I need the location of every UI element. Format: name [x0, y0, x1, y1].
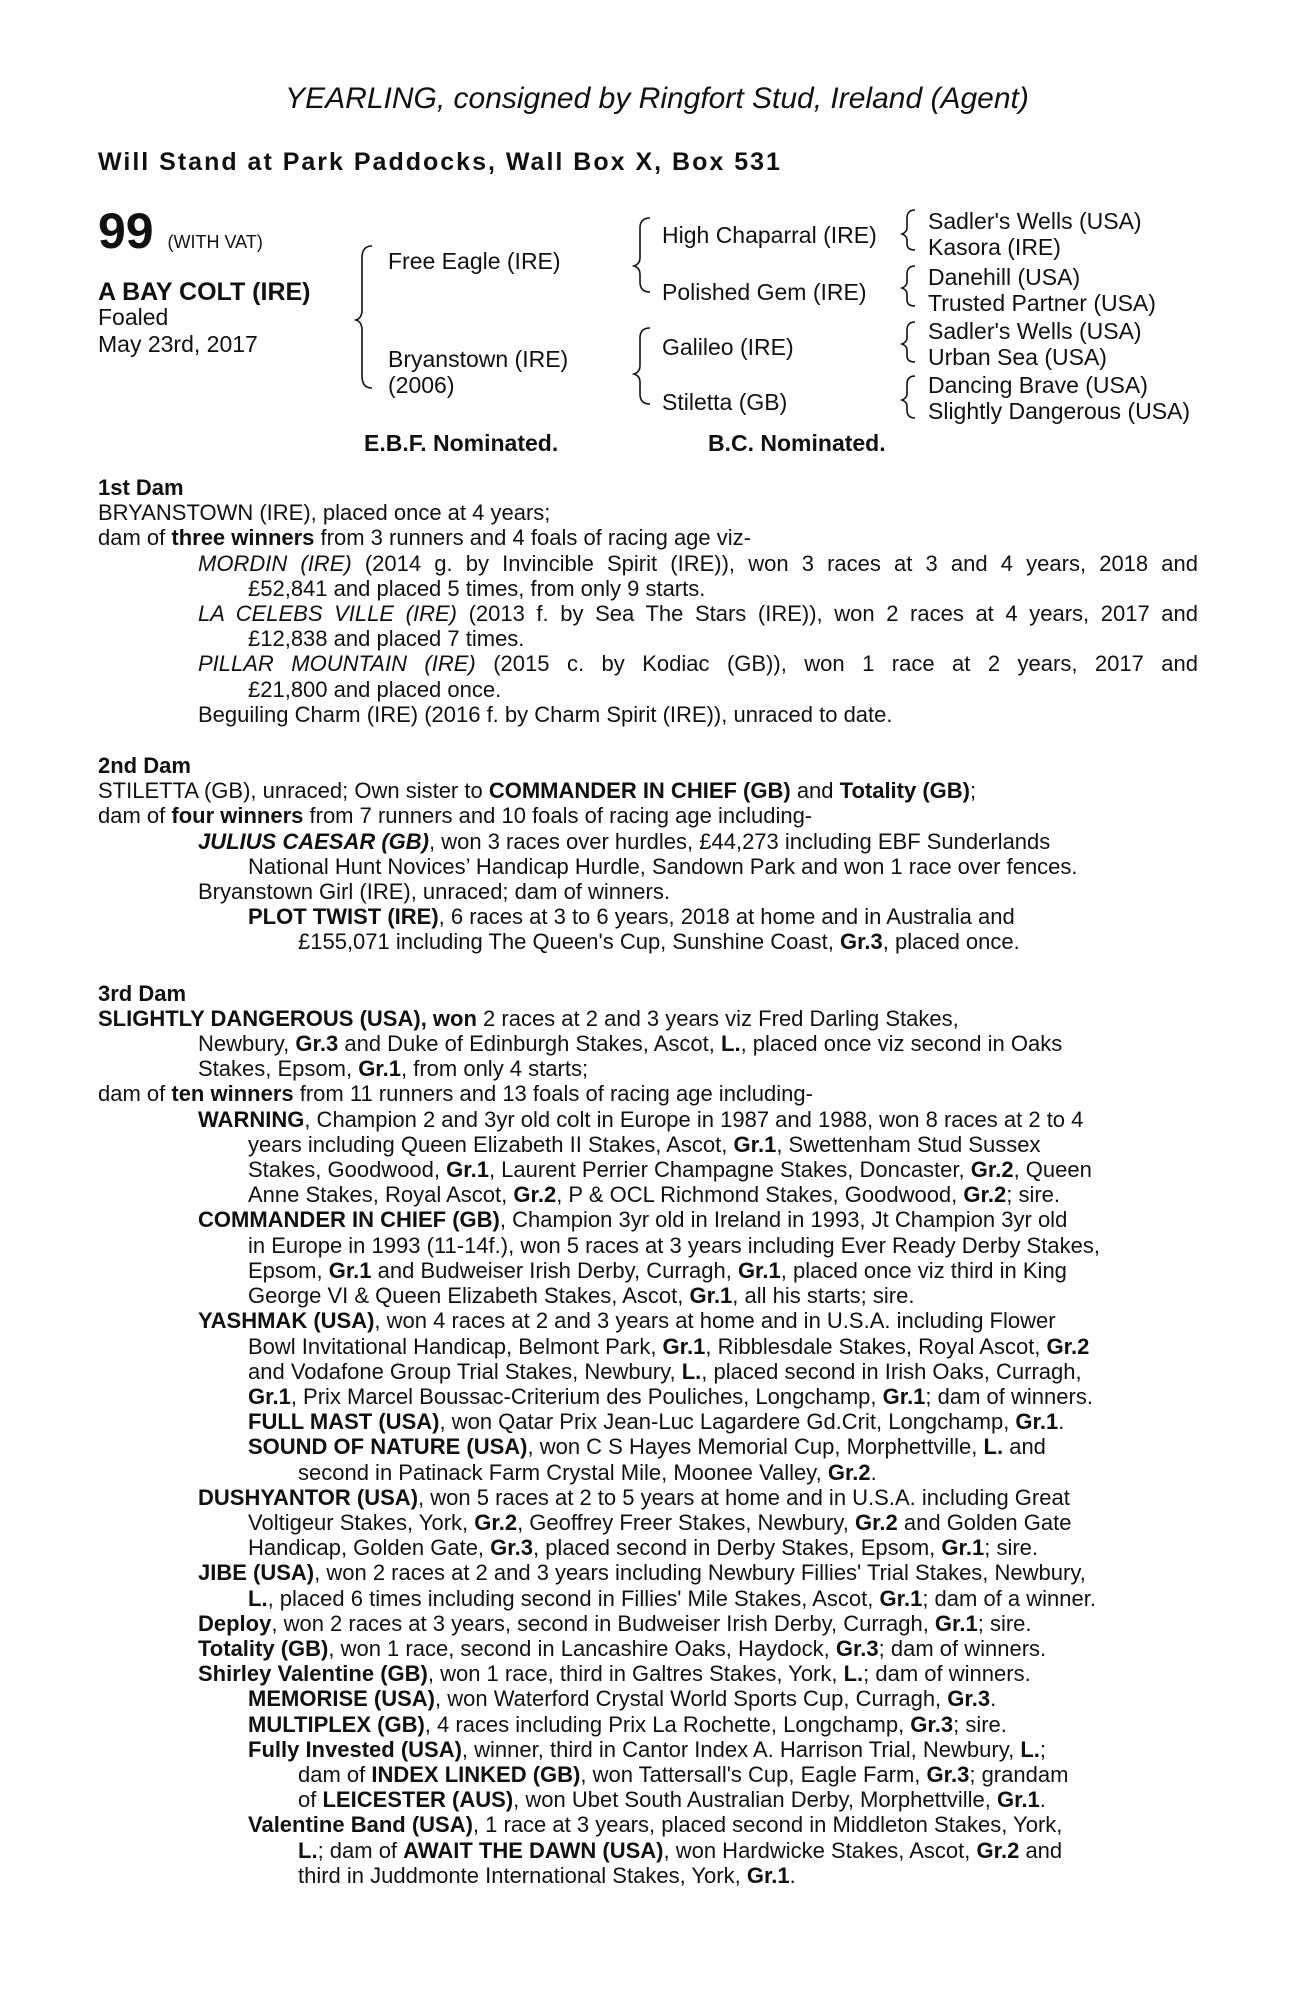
sd-dam: Trusted Partner (USA)	[928, 290, 1156, 316]
bracket-main	[356, 246, 372, 388]
produce-yashmak-2: Bowl Invitational Handicap, Belmont Park, Gr.1, Ribblesdale Stakes, Royal Ascot, Gr.2	[248, 1333, 1090, 1359]
dam-sire: Galileo (IRE)	[662, 334, 794, 360]
produce-valentine-band: Valentine Band (USA), 1 race at 3 years, placed second in Middleton Stakes, York,	[248, 1812, 1063, 1838]
ss-sire: Sadler's Wells (USA)	[928, 208, 1142, 234]
produce-beguiling-charm: Beguiling Charm (IRE) (2016 f. by Charm Spirit (IRE)), unraced to date.	[198, 701, 893, 727]
sd-sire: Danehill (USA)	[928, 264, 1081, 290]
produce-valentine-band-3: third in Juddmonte International Stakes, York, Gr.1.	[298, 1862, 796, 1888]
produce-jibe-2: L., placed 6 times including second in Fillies' Mile Stakes, Ascot, Gr.1; dam of a winner.	[248, 1585, 1096, 1611]
produce-pillar-mountain: PILLAR MOUNTAIN (IRE) (2015 c. by Kodiac (GB)), won 1 race at 2 years, 2017 and	[198, 651, 1199, 677]
bracket-ds	[902, 322, 915, 362]
dam-year: (2006)	[388, 372, 455, 398]
sire-dam: Polished Gem (IRE)	[662, 279, 867, 305]
produce-yashmak: YASHMAK (USA), won 4 races at 2 and 3 years at home and in U.S.A. including Flower	[198, 1308, 1056, 1334]
produce-sound-of-nature-2: second in Patinack Farm Crystal Mile, Moonee Valley, Gr.2.	[298, 1459, 877, 1485]
produce-la-celebs-ville-cont: £12,838 and placed 7 times.	[248, 626, 525, 652]
produce-julius-caesar-cont: National Hunt Novices’ Handicap Hurdle, Sandown Park and won 1 race over fences.	[248, 853, 1078, 879]
produce-warning-3: Stakes, Goodwood, Gr.1, Laurent Perrier Champagne Stakes, Doncaster, Gr.2, Queen	[248, 1157, 1092, 1183]
produce-warning-2: years including Queen Elizabeth II Stakes, Ascot, Gr.1, Swettenham Stud Sussex	[248, 1131, 1041, 1157]
produce-multiplex: MULTIPLEX (GB), 4 races including Prix La Rochette, Longchamp, Gr.3; sire.	[248, 1711, 1007, 1737]
produce-deploy: Deploy, won 2 races at 3 years, second in Budweiser Irish Derby, Curragh, Gr.1; sire.	[198, 1610, 1032, 1636]
first-dam-line: BRYANSTOWN (IRE), placed once at 4 years;	[98, 500, 551, 526]
produce-plot-twist: PLOT TWIST (IRE), 6 races at 3 to 6 years, 2018 at home and in Australia and	[248, 904, 1015, 930]
third-dam-line: SLIGHTLY DANGEROUS (USA), won 2 races at 2 and 3 years viz Fred Darling Stakes,	[98, 1005, 959, 1031]
produce-fully-invested-2: dam of INDEX LINKED (GB), won Tattersall's Cup, Eagle Farm, Gr.3; grandam	[298, 1761, 1069, 1787]
produce-pillar-mountain-cont: £21,800 and placed once.	[248, 676, 502, 702]
pedigree-notes	[98, 475, 1198, 1888]
produce-commander-in-chief-2: in Europe in 1993 (11-14f.), won 5 races at 3 years including Ever Ready Derby Stakes,	[248, 1232, 1100, 1258]
sire-sire: High Chaparral (IRE)	[662, 222, 877, 248]
lot-number-value: 99	[98, 203, 154, 259]
produce-commander-in-chief-3: Epsom, Gr.1 and Budweiser Irish Derby, Curragh, Gr.1, placed once viz third in King	[248, 1257, 1067, 1283]
produce-valentine-band-2: L.; dam of AWAIT THE DAWN (USA), won Hardwicke Stakes, Ascot, Gr.2 and	[298, 1837, 1063, 1863]
ds-dam: Urban Sea (USA)	[928, 344, 1107, 370]
stand-location: Will Stand at Park Paddocks, Wall Box X, Box 531	[98, 148, 782, 176]
produce-plot-twist-cont: £155,071 including The Queen's Cup, Sunshine Coast, Gr.3, placed once.	[298, 929, 1020, 955]
third-dam-line-3: Stakes, Epsom, Gr.1, from only 4 starts;	[198, 1056, 589, 1082]
produce-warning-4: Anne Stakes, Royal Ascot, Gr.2, P & OCL Richmond Stakes, Goodwood, Gr.2; sire.	[248, 1182, 1061, 1208]
produce-sound-of-nature: SOUND OF NATURE (USA), won C S Hayes Memorial Cup, Morphettville, L. and	[248, 1434, 1046, 1460]
produce-shirley-valentine: Shirley Valentine (GB), won 1 race, third in Galtres Stakes, York, L.; dam of winners.	[198, 1661, 1031, 1687]
produce-full-mast: FULL MAST (USA), won Qatar Prix Jean-Luc Lagardere Gd.Crit, Longchamp, Gr.1.	[248, 1409, 1065, 1435]
third-dam-produce-line: dam of ten winners from 11 runners and 13 foals of racing age including-	[98, 1081, 813, 1107]
first-dam-heading: 1st Dam	[98, 475, 184, 500]
produce-yashmak-4: Gr.1, Prix Marcel Boussac-Criterium des Pouliches, Longchamp, Gr.1; dam of winners.	[248, 1383, 1093, 1409]
bc-nominated: B.C. Nominated.	[708, 430, 886, 456]
foaled-date: May 23rd, 2017	[98, 331, 258, 357]
produce-fully-invested: Fully Invested (USA), winner, third in Cantor Index A. Harrison Trial, Newbury, L.;	[248, 1736, 1046, 1762]
bracket-ss	[902, 210, 915, 250]
bracket-dam	[634, 328, 650, 404]
produce-yashmak-3: and Vodafone Group Trial Stakes, Newbury, L., placed second in Irish Oaks, Curragh,	[248, 1358, 1082, 1384]
produce-fully-invested-3: of LEICESTER (AUS), won Ubet South Australian Derby, Morphettville, Gr.1.	[298, 1787, 1046, 1813]
bracket-dd	[902, 376, 915, 418]
dd-sire: Dancing Brave (USA)	[928, 372, 1148, 398]
produce-bryanstown-girl: Bryanstown Girl (IRE), unraced; dam of winners.	[198, 879, 670, 905]
first-dam-produce-line: dam of three winners from 3 runners and 4 foals of racing age viz-	[98, 525, 751, 551]
sire: Free Eagle (IRE)	[388, 248, 561, 274]
dam: Bryanstown (IRE)	[388, 346, 569, 372]
ebf-nominated: E.B.F. Nominated.	[364, 430, 559, 456]
lot-name: A BAY COLT (IRE)	[98, 278, 311, 306]
second-dam-heading: 2nd Dam	[98, 753, 191, 779]
bracket-sire	[634, 218, 650, 292]
produce-mordin: MORDIN (IRE) (2014 g. by Invincible Spirit (IRE)), won 3 races at 3 and 4 years, 2018 and	[198, 550, 1199, 576]
bracket-sd	[902, 266, 915, 306]
third-dam-heading: 3rd Dam	[98, 980, 187, 1006]
produce-la-celebs-ville: LA CELEBS VILLE (IRE) (2013 f. by Sea The Stars (IRE)), won 2 races at 4 years, 2017 and	[198, 601, 1198, 627]
dam-dam: Stiletta (GB)	[662, 389, 788, 415]
produce-commander-in-chief: COMMANDER IN CHIEF (GB), Champion 3yr old in Ireland in 1993, Jt Champion 3yr old	[198, 1207, 1068, 1233]
produce-julius-caesar: JULIUS CAESAR (GB), won 3 races over hurdles, £44,273 including EBF Sunderlands	[198, 828, 1051, 854]
produce-dushyantor-3: Handicap, Golden Gate, Gr.3, placed second in Derby Stakes, Epsom, Gr.1; sire.	[248, 1535, 1039, 1561]
vat-note: (WITH VAT)	[167, 232, 263, 252]
produce-dushyantor: DUSHYANTOR (USA), won 5 races at 2 to 5 years at home and in U.S.A. including Great	[198, 1484, 1070, 1510]
catalogue-header: YEARLING, consigned by Ringfort Stud, Ireland (Agent)	[285, 82, 1029, 115]
ss-dam: Kasora (IRE)	[928, 234, 1061, 260]
second-dam-line: STILETTA (GB), unraced; Own sister to COMMANDER IN CHIEF (GB) and Totality (GB);	[98, 778, 977, 804]
produce-warning: WARNING, Champion 2 and 3yr old colt in Europe in 1987 and 1988, won 8 races at 2 to 4	[198, 1106, 1084, 1132]
foaled-label: Foaled	[98, 304, 169, 330]
produce-mordin-cont: £52,841 and placed 5 times, from only 9 starts.	[248, 575, 706, 601]
second-dam-produce-line: dam of four winners from 7 runners and 10 foals of racing age including-	[98, 803, 813, 829]
produce-jibe: JIBE (USA), won 2 races at 2 and 3 years including Newbury Fillies' Trial Stakes, Newbury,	[198, 1560, 1086, 1586]
produce-dushyantor-2: Voltigeur Stakes, York, Gr.2, Geoffrey Freer Stakes, Newbury, Gr.2 and Golden Gate	[248, 1509, 1072, 1535]
ds-sire: Sadler's Wells (USA)	[928, 318, 1142, 344]
dd-dam: Slightly Dangerous (USA)	[928, 398, 1191, 424]
produce-commander-in-chief-4: George VI & Queen Elizabeth Stakes, Ascot, Gr.1, all his starts; sire.	[248, 1283, 915, 1309]
produce-memorise: MEMORISE (USA), won Waterford Crystal World Sports Cup, Curragh, Gr.3.	[248, 1686, 997, 1712]
third-dam-line-2: Newbury, Gr.3 and Duke of Edinburgh Stakes, Ascot, L., placed once viz second in Oaks	[198, 1031, 1063, 1057]
produce-totality: Totality (GB), won 1 race, second in Lancashire Oaks, Haydock, Gr.3; dam of winners.	[198, 1635, 1047, 1661]
